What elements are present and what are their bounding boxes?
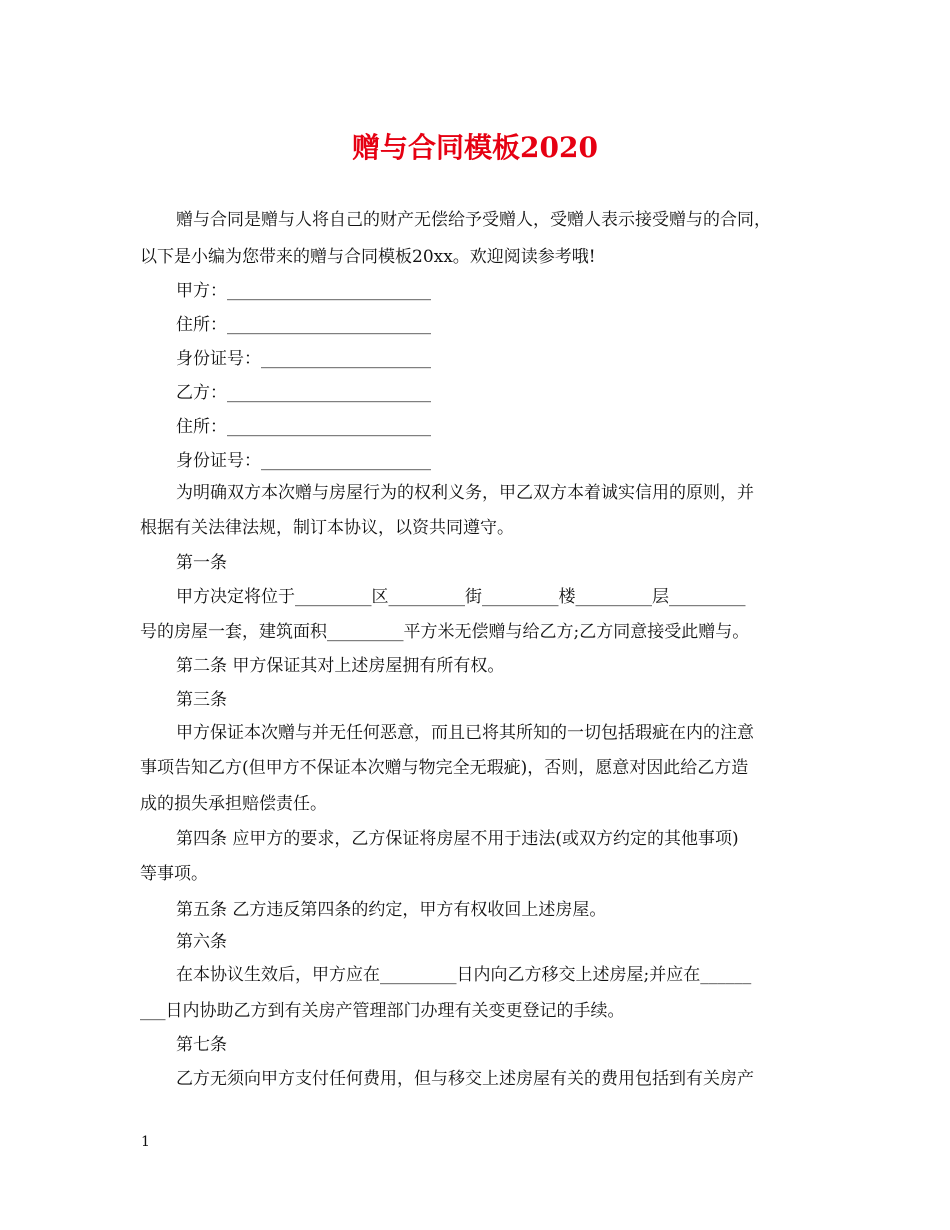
body-line: ___日内协助乙方到有关房产管理部门办理有关变更登记的手续。 — [140, 1001, 625, 1021]
document-title: 赠与合同模板2020 — [352, 131, 598, 164]
party-a-id-field: 身份证号：____________________ — [176, 349, 431, 369]
body-line: 在本协议生效后，甲方应在_________日内向乙方移交上述房屋;并应在______ — [176, 965, 752, 985]
page-number: 1 — [141, 1134, 150, 1150]
party-b-id-field: 身份证号：____________________ — [176, 451, 431, 471]
party-b-address-field: 住所：________________________ — [176, 417, 431, 437]
article-5: 第五条 乙方违反第四条的约定，甲方有权收回上述房屋。 — [176, 900, 607, 920]
party-a-address-field: 住所：________________________ — [176, 315, 431, 335]
body-line: 甲方保证本次赠与并无任何恶意，而且已将其所知的一切包括瑕疵在内的注意 — [176, 723, 754, 743]
article-7-heading: 第七条 — [176, 1035, 227, 1055]
body-line: 甲方决定将位于_________区_________街_________楼_________层_________ — [176, 587, 746, 607]
article-4: 第四条 应甲方的要求，乙方保证将房屋不用于违法(或双方约定的其他事项) — [176, 829, 739, 849]
article-6-heading: 第六条 — [176, 932, 227, 952]
party-a-field: 甲方：________________________ — [176, 281, 431, 301]
article-2: 第二条 甲方保证其对上述房屋拥有所有权。 — [176, 656, 505, 676]
body-line: 号的房屋一套，建筑面积_________平方米无偿赠与给乙方;乙方同意接受此赠与。 — [140, 622, 750, 642]
article-1-heading: 第一条 — [176, 553, 227, 573]
body-line: 为明确双方本次赠与房屋行为的权利义务，甲乙双方本着诚实信用的原则，并 — [176, 483, 754, 503]
article-3-heading: 第三条 — [176, 690, 227, 710]
intro-line-2: 以下是小编为您带来的赠与合同模板20xx。欢迎阅读参考哦! — [140, 247, 596, 267]
intro-line-1: 赠与合同是赠与人将自己的财产无偿给予受赠人，受赠人表示接受赠与的合同， — [176, 210, 771, 230]
body-line: 等事项。 — [140, 864, 208, 884]
body-line: 根据有关法律法规，制订本协议，以资共同遵守。 — [140, 518, 514, 538]
body-line: 乙方无须向甲方支付任何费用，但与移交上述房屋有关的费用包括到有关房产 — [176, 1069, 754, 1089]
body-line: 事项告知乙方(但甲方不保证本次赠与物完全无瑕疵)，否则，愿意对因此给乙方造 — [140, 758, 749, 778]
party-b-field: 乙方：________________________ — [176, 383, 431, 403]
body-line: 成的损失承担赔偿责任。 — [140, 794, 327, 814]
